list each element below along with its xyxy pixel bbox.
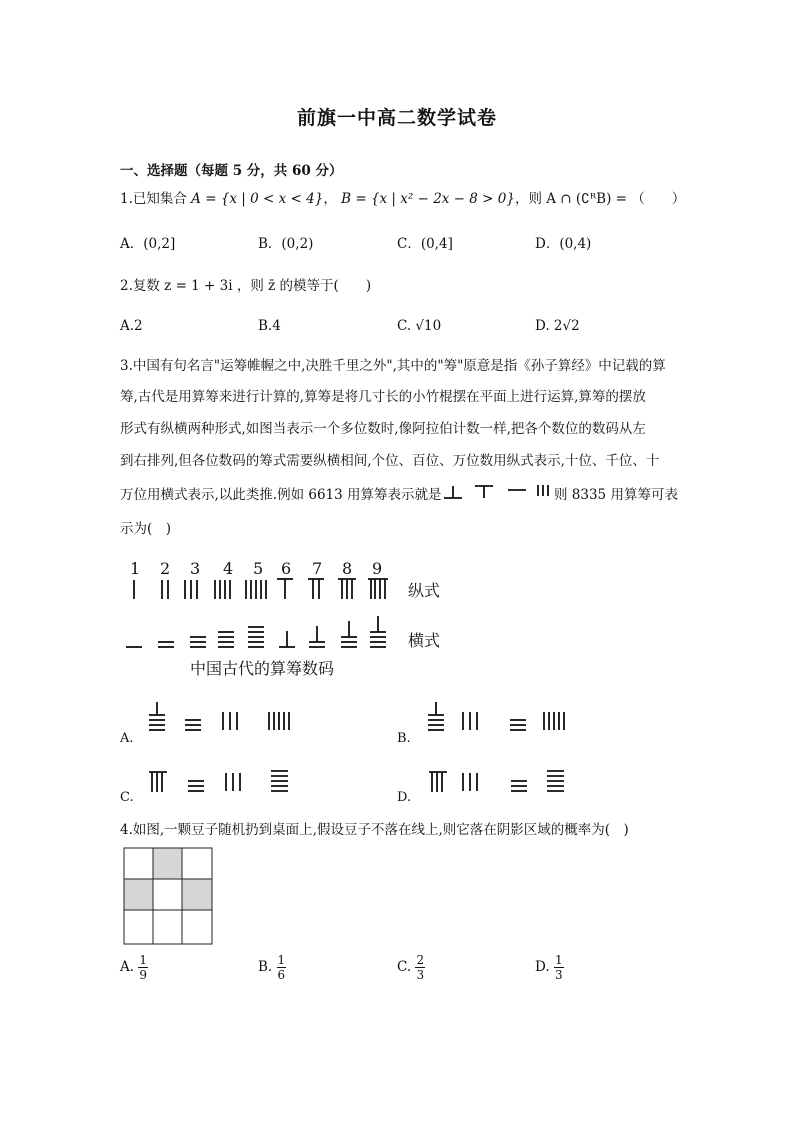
q2-option-c: C. √10 [397,318,442,334]
q3-option-b-rods [420,700,590,740]
q4-option-b-label: B. [258,959,273,975]
denominator: 3 [416,968,425,982]
q3-option-c-rods [140,765,310,801]
label-vertical-form: 纵式 [408,581,441,600]
q3-option-d-label: D. [397,790,412,805]
question-3-line-1: 3.中国有句名言"运筹帷幄之中,决胜千里之外",其中的"筹"原意是指《孙子算经》中记载的算 [120,358,666,374]
q2-option-d: D. 2√2 [535,318,580,334]
q4-option-a [120,953,148,982]
label-horizontal-form: 横式 [408,631,441,650]
denominator: 9 [139,968,147,982]
q1-set-a: A = {x | 0 < x < 4} [191,191,324,207]
q3-option-c-label: C. [120,790,134,805]
denominator: 6 [277,968,286,982]
q3-option-d-rods [420,765,590,801]
shaded-cell-top-middle [153,848,182,879]
q1-option-b: B．(0,2) [258,236,314,252]
q2-option-b: B.4 [258,318,281,334]
question-3-line-5b: 则 8335 用算筹可表 [554,487,678,503]
q4-option-a-fraction [138,953,148,982]
q4-option-d-fraction [554,953,564,982]
rod-table-caption: 中国古代的算筹数码 [190,659,335,678]
q1-suffix: ，则 A ∩ (∁ᴿB) = （ ） [514,191,686,207]
q4-option-d-label: D. [535,959,550,975]
q1-set-b: B = {x | x² − 2x − 8 > 0} [341,191,515,207]
question-2-stem: 2.复数 z = 1 + 3i ，则 z̄ 的模等于( ) [120,278,372,294]
q4-option-b [258,953,286,982]
q1-prefix: 1.已知集合 [120,191,192,207]
q4-option-a-label: A. [120,959,135,975]
q1-separator: ， [323,191,342,207]
digit-4: 4 [223,559,234,578]
q4-option-c-fraction [415,953,425,982]
shaded-grid-figure [122,846,216,946]
denominator: 3 [554,968,563,982]
numerator: 1 [277,953,286,967]
q4-option-b-fraction [277,953,287,982]
question-3-line-5a: 万位用横式表示,以此类推.例如 6613 用算筹表示就是 [120,487,442,503]
q4-option-c-label: C. [397,959,412,975]
question-3-line-6: 示为( ) [120,521,172,537]
numerator: 1 [554,953,563,967]
counting-rods-table [120,575,400,655]
digit-1: 1 [130,559,141,578]
q2-option-a: A.2 [120,318,143,334]
digit-9: 9 [372,559,383,578]
section-heading: 一、选择题（每题 5 分，共 60 分） [120,163,343,179]
digit-6: 6 [281,559,292,578]
digit-8: 8 [342,559,353,578]
question-1-stem [120,189,685,209]
q3-option-a-label: A. [120,731,134,746]
q3-option-b-label: B. [397,731,411,746]
q1-option-d: D．(0,4) [535,236,592,252]
example-6613-rods [442,482,554,504]
digit-2: 2 [160,559,171,578]
digit-7: 7 [312,559,323,578]
numerator: 1 [139,953,147,967]
page-title: 前旗一中高二数学试卷 [296,107,497,129]
numerator: 2 [416,953,425,967]
vertical-form-rods [134,579,388,599]
question-3-line-2: 筹,古代是用算筹来进行计算的,算筹是将几寸长的小竹棍摆在平面上进行运算,算筹的摆放 [120,389,646,405]
shaded-cell-middle-left [124,879,153,910]
question-4-stem: 4.如图,一颗豆子随机扔到桌面上,假设豆子不落在线上,则它落在阴影区域的概率为( ) [120,822,629,838]
question-3-line-4: 到右排列,但各位数码的筹式需要纵横相间,个位、百位、万位数用纵式表示,十位、千位、十 [120,453,660,469]
q1-option-a: A．(0,2] [120,236,176,252]
q4-option-c [397,953,425,982]
question-3-line-3: 形式有纵横两种形式,如图当表示一个多位数时,像阿拉伯计数一样,把各个数位的数码从左 [120,421,646,437]
horizontal-form-rods [126,616,386,647]
digit-5: 5 [253,559,264,578]
digit-3: 3 [190,559,201,578]
q1-option-c: C．(0,4] [397,236,453,252]
q3-option-a-rods [140,700,310,740]
shaded-cell-middle-right [182,879,212,910]
q4-option-d [535,953,564,982]
